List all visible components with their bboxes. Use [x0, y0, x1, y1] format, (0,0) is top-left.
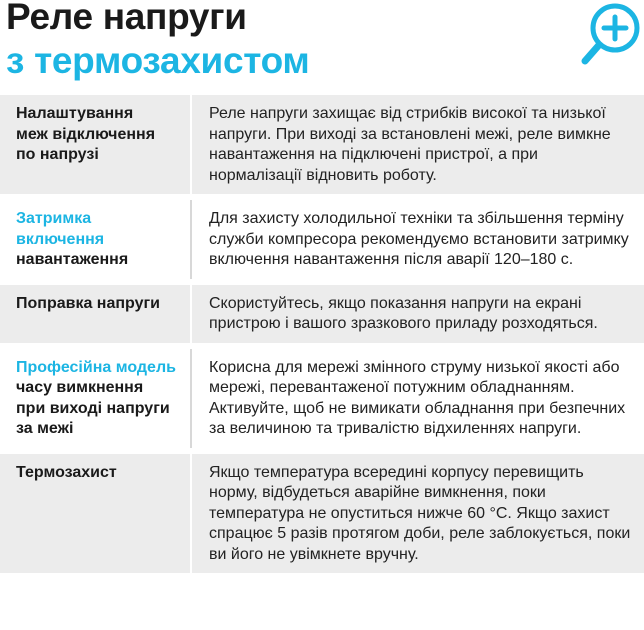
label-line: меж відключення — [16, 125, 156, 143]
row-label — [0, 95, 190, 194]
label-line: часу вимкнення — [16, 379, 144, 396]
table-row — [0, 349, 644, 454]
row-label — [0, 200, 190, 279]
title-line-1: Реле напруги — [6, 0, 247, 37]
label-line: Професійна модель — [16, 358, 176, 376]
label-line: Затримка включення — [16, 210, 105, 248]
row-description: Реле напруги захищає від стрибків високої та низької напруги. При виході за встановлені межі, реле вимкне навантаження на підключені пристрої, а при нормалізації відновить роботу. — [209, 105, 611, 184]
row-label — [0, 285, 190, 343]
zoom-in-icon[interactable] — [577, 0, 644, 72]
label-line: при виході напруги — [16, 399, 170, 417]
table-row — [0, 454, 644, 580]
title-line-2: з термозахистом — [6, 40, 310, 81]
label-line: по напрузі — [16, 146, 99, 163]
row-label — [0, 454, 190, 574]
table-row — [0, 285, 644, 349]
label-line: Налаштування — [16, 105, 134, 122]
label-line: навантаження — [16, 251, 129, 268]
label-line: Поправка напруги — [16, 294, 160, 312]
row-description: Корисна для мережі змінного струму низької якості або мережі, перевантаженої потужним обладнанням. Активуйте, щоб не вимикати обладнання при безпечних за величиною та тривалістю відхиленнях напруги. — [209, 358, 626, 437]
features-table — [0, 95, 644, 579]
label-line: за межі — [16, 420, 74, 437]
table-row — [0, 95, 644, 200]
row-label — [0, 349, 190, 448]
label-line: Термозахист — [16, 463, 117, 481]
page-title — [6, 0, 309, 82]
table-row — [0, 200, 644, 285]
row-description: Якщо температура всередині корпусу перевищить норму, відбудеться аварійне вимкнення, поки температура не опуститься нижче 60 °C. Якщо захист спрацює 5 разів протягом доби, реле заблокується, поки ви його не увімкнете вручну. — [209, 463, 631, 563]
row-description: Для захисту холодильної техніки та збільшення терміну служби компресора рекомендуємо встановити затримку включення навантаження після аварії 120–180 с. — [209, 210, 629, 268]
row-description: Скористуйтесь, якщо показання напруги на екрані пристрою і вашого зразкового приладу розходяться. — [209, 294, 598, 332]
